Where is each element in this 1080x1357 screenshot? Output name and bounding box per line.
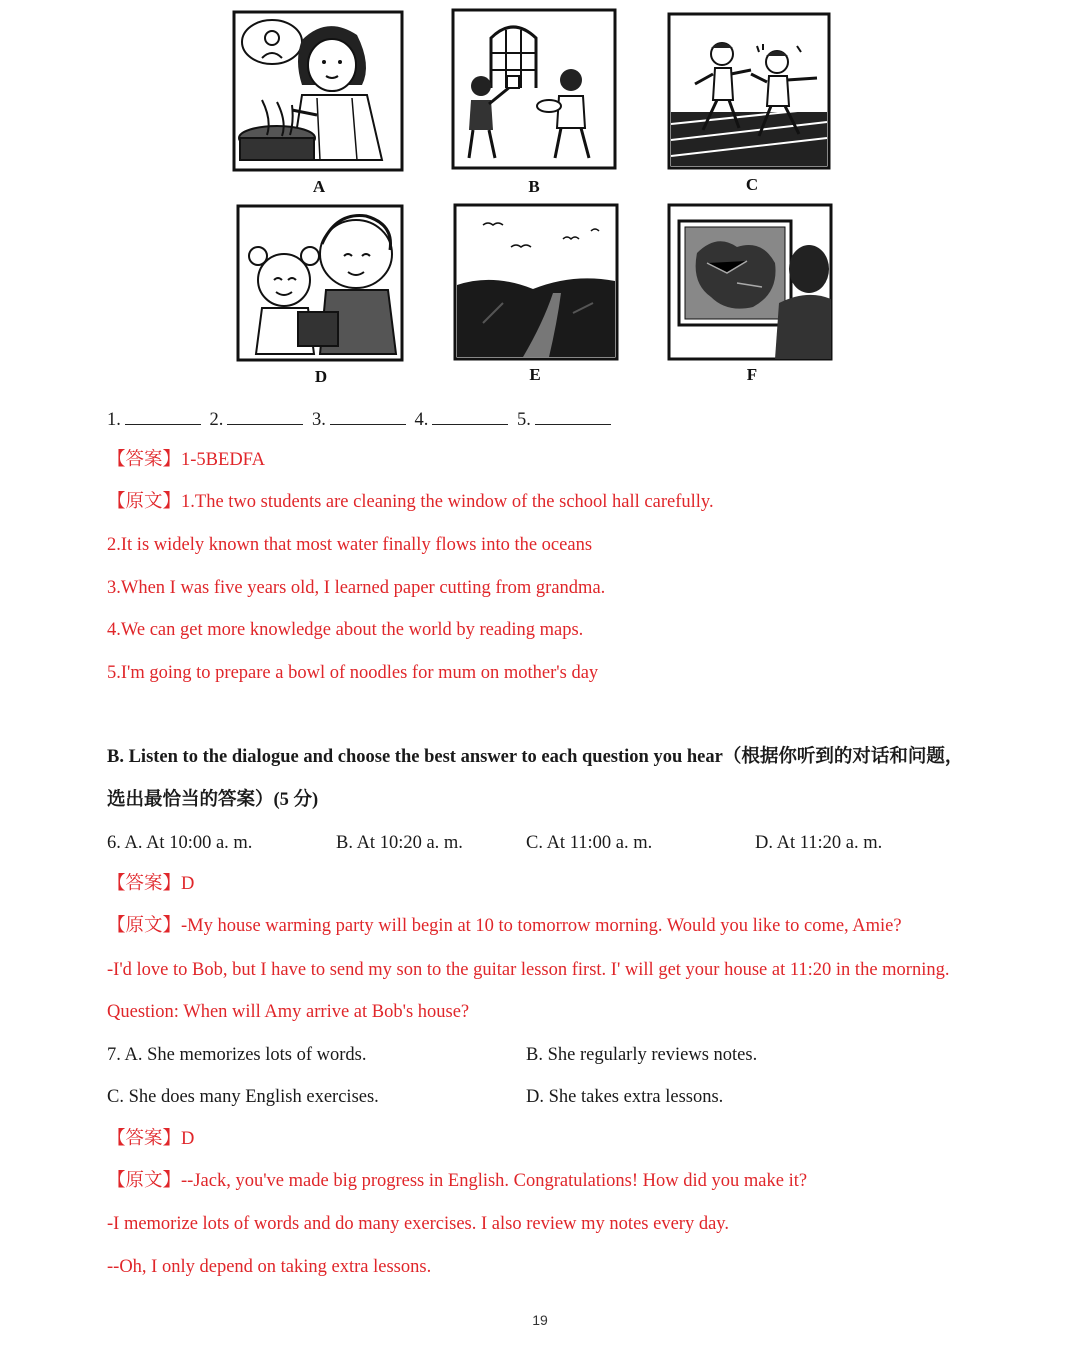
script-text: 1.The two students are cleaning the window of the school hall carefully. xyxy=(181,492,714,512)
script-text: -My house warming party will begin at 10 to tomorrow morning. Would you like to come, Amie? xyxy=(181,916,902,936)
picture-grid xyxy=(0,0,1080,400)
q7-option-d[interactable]: D. She takes extra lessons. xyxy=(526,1087,724,1107)
part-b-heading-line2: 选出最恰当的答案）(5 分) xyxy=(107,790,319,810)
girl-cooking-noodles-picture xyxy=(232,10,404,172)
page-number: 19 xyxy=(532,1312,548,1328)
answer-tag: 【答案】 xyxy=(107,874,182,894)
answer-tag: 【答案】 xyxy=(107,450,182,470)
q6-option-c[interactable]: C. At 11:00 a. m. xyxy=(526,833,653,853)
script-tag: 【原文】 xyxy=(107,1171,182,1191)
figure-label-c: C xyxy=(745,175,759,194)
q6-option-b[interactable]: B. At 10:20 a. m. xyxy=(336,833,463,853)
q7-answer xyxy=(107,1127,194,1151)
script-tag: 【原文】 xyxy=(107,916,182,936)
figure-label-a: A xyxy=(312,177,326,196)
q6-script-2: -I'd love to Bob, but I have to send my son to the guitar lesson first. I' will get your house at 11:20 in the morning. xyxy=(107,960,950,980)
q6-option-d[interactable]: D. At 11:20 a. m. xyxy=(755,833,883,853)
script-tag: 【原文】 xyxy=(107,492,182,512)
q6-answer xyxy=(107,872,194,896)
part-a-script-5: 5.I'm going to prepare a bowl of noodles for mum on mother's day xyxy=(107,663,599,683)
blank-line[interactable] xyxy=(535,407,611,425)
blank-number: 4. xyxy=(414,410,429,430)
figure-label-b: B xyxy=(528,177,540,196)
script-text: --Jack, you've made big progress in English. Congratulations! How did you make it? xyxy=(181,1171,808,1191)
part-a-script-1 xyxy=(107,490,714,514)
blank-number: 2. xyxy=(209,410,224,430)
answer-text: D xyxy=(181,874,195,894)
blank-line[interactable] xyxy=(330,407,406,425)
part-a-script-2: 2.It is widely known that most water finally flows into the oceans xyxy=(107,535,593,555)
answer-tag: 【答案】 xyxy=(107,1129,182,1149)
blank-number: 1. xyxy=(107,410,121,430)
q7-option-a[interactable]: 7. A. She memorizes lots of words. xyxy=(107,1045,367,1065)
figure-label-f: F xyxy=(746,365,758,384)
part-a-script-3: 3.When I was five years old, I learned paper cutting from grandma. xyxy=(107,578,606,598)
q7-script-2: -I memorize lots of words and do many exercises. I also review my notes every day. xyxy=(107,1214,729,1234)
blank-line[interactable] xyxy=(432,407,508,425)
part-a-answer xyxy=(107,448,265,472)
blank-number: 3. xyxy=(312,410,326,430)
part-b-heading-line1: B. Listen to the dialogue and choose the best answer to each question you hear（根据你听到的对话和问题， xyxy=(107,747,964,767)
river-landscape-picture xyxy=(453,203,619,361)
blank-line[interactable] xyxy=(227,407,303,425)
q7-script-1 xyxy=(107,1169,807,1193)
q6-option-a[interactable]: 6. A. At 10:00 a. m. xyxy=(107,833,253,853)
q7-script-3: --Oh, I only depend on taking extra lessons. xyxy=(107,1257,432,1277)
q7-option-c[interactable]: C. She does many English exercises. xyxy=(107,1087,379,1107)
students-cleaning-window-picture xyxy=(451,8,617,170)
figure-label-d: D xyxy=(314,367,328,386)
grandma-paper-cutting-picture xyxy=(236,204,404,362)
answer-blanks xyxy=(107,407,615,432)
children-running-picture xyxy=(667,12,831,170)
man-reading-map-picture xyxy=(667,203,833,361)
answer-text: 1-5BEDFA xyxy=(181,450,265,470)
answer-text: D xyxy=(181,1129,195,1149)
blank-line[interactable] xyxy=(125,407,201,425)
q6-script-1 xyxy=(107,914,902,938)
blank-number: 5. xyxy=(517,410,531,430)
q6-script-3: Question: When will Amy arrive at Bob's house? xyxy=(107,1002,470,1022)
part-a-script-4: 4.We can get more knowledge about the world by reading maps. xyxy=(107,620,584,640)
q7-option-b[interactable]: B. She regularly reviews notes. xyxy=(526,1045,758,1065)
figure-label-e: E xyxy=(529,365,541,384)
